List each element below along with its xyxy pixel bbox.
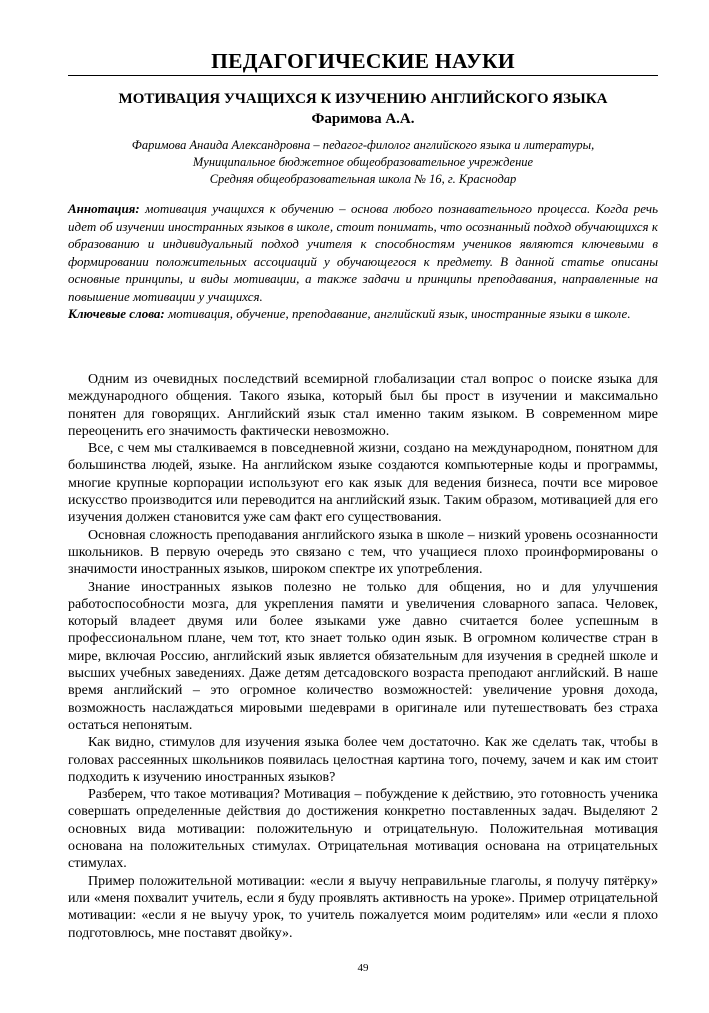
abstract-block (68, 200, 658, 323)
body-paragraph: Основная сложность преподавания английского языка в школе – низкий уровень осознанности школьников. В первую очередь это связано с тем, что учащиеся плохо проинформированы о значимости иностранных языков, широком спектре их употребления. (68, 527, 658, 578)
abstract-text: мотивация учащихся к обучению – основа любого познавательного процесса. Когда речь идет об изучении иностранных языков в школе, стоит понимать, что осознанный подход обучающихся к образованию и индивидуальный подход учителя к способностям учеников являются ключевыми в формировании положительных ассоциаций у обучающегося к предмету. В данной статье описаны основные принципы, и виды мотивации, а также задачи и принципы преподавания, направленные на повышение мотивации у учащихся. (68, 201, 658, 304)
keywords-text: мотивация, обучение, преподавание, английский язык, иностранные языки в школе. (164, 306, 631, 321)
article-title: МОТИВАЦИЯ УЧАЩИХСЯ К ИЗУЧЕНИЮ АНГЛИЙСКОГО ЯЗЫКА (118, 91, 608, 107)
affiliation-line: Фаримова Анаида Александровна – педагог-филолог английского языка и литературы, (131, 138, 595, 152)
body-paragraph: Как видно, стимулов для изучения языка более чем достаточно. Как же сделать так, чтобы в головах рассеянных школьников появилась целостная картина того, почему, зачем и как им стоит подходить к изучению иностранных языков? (68, 735, 658, 785)
body-paragraph: Одним из очевидных последствий всемирной глобализации стал вопрос о поиске языка для международного общения. Такого языка, который был бы прост в изучении и максимально понятен для говорящих. Английский язык стал именно таким языком. В современном мире переоценить его значимость фактически невозможно. (68, 372, 658, 439)
keywords-label: Ключевые слова: (68, 306, 165, 321)
abstract-label: Аннотация: (68, 201, 140, 216)
author-name: Фаримова А.А. (311, 111, 415, 127)
body-paragraph: Разберем, что такое мотивация? Мотивация – побуждение к действию, это готовность ученика совершать определенные действия до достижения конкретно поставленных задач. Выделяют 2 основных вида мотивации: положительную и отрицательную. Положительная мотивация основана на положительных стимулах. Отрицательная мотивация основана на отрицательных стимулах. (68, 787, 658, 872)
abstract-paragraph (68, 200, 658, 305)
keywords-paragraph (68, 305, 658, 323)
page-number: 49 (357, 962, 369, 974)
affiliation-line: Муниципальное бюджетное общеобразовательное учреждение (192, 155, 534, 169)
author-affiliation (68, 137, 658, 188)
section-header: ПЕДАГОГИЧЕСКИЕ НАУКИ (211, 49, 515, 73)
body-paragraph: Все, с чем мы сталкиваемся в повседневной жизни, создано на международном, понятном для большинства людей, языке. На английском языке создаются компьютерные коды и программы, многие крупные корпорации используют его как язык для ведения бизнеса, почти все мировое искусство производится или переводится на английский язык. Таким образом, мотивацией для его изучения должен становится уже сам факт его существования. (68, 441, 658, 526)
article-body (68, 371, 658, 942)
body-paragraph: Знание иностранных языков полезно не только для общения, но и для улучшения работоспособности мозга, для укрепления памяти и увеличения словарного запаса. Человек, который владеет двумя или более языками уже давно считается более успешным в профессиональном плане, чем тот, кто знает только один язык. В огромном количестве стран в мире, включая Россию, английский язык является обязательным для изучения в средней школе и высших учебных заведениях. Даже детям детсадовского возраста преподают английский. В наше время английский – это огромное количество возможностей: увеличение уровня дохода, возможность наслаждаться мировыми шедеврами в оригинале или путешествовать без страха остаться непонятым. (68, 579, 658, 733)
body-paragraph: Пример положительной мотивации: «если я выучу неправильные глаголы, я получу пятёрку» или «меня похвалит учитель, если я буду проявлять активность на уроке». Пример отрицательной мотивации: «если я не выучу урок, то учитель пожалуется моим родителям» или «если я плохо подготовлюсь, мне поставят двойку». (68, 873, 658, 941)
header-divider (68, 75, 658, 76)
affiliation-line: Средняя общеобразовательная школа № 16, г. Краснодар (209, 172, 517, 186)
